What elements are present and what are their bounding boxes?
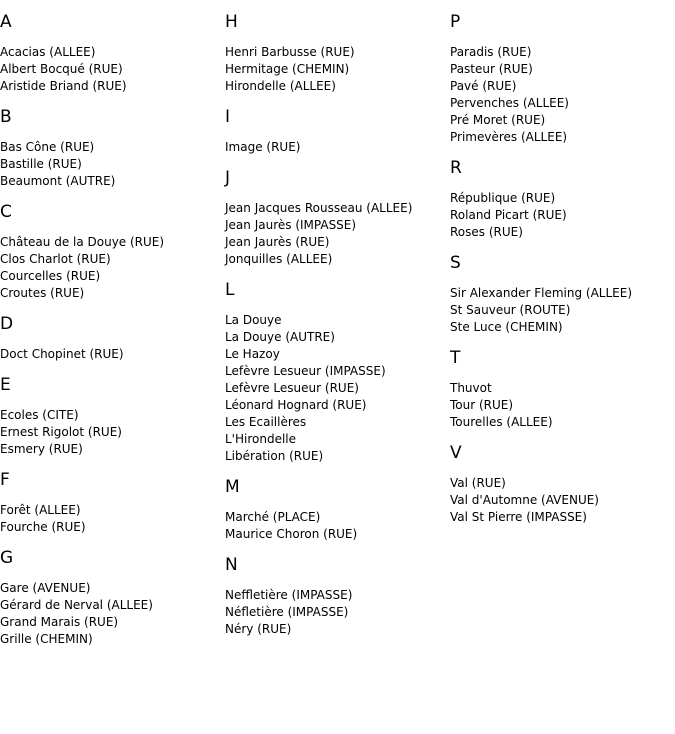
street-list <box>225 200 450 268</box>
letter-section <box>0 314 225 363</box>
street-link[interactable]: Gare (AVENUE) <box>0 581 91 595</box>
street-link[interactable]: Pavé (RUE) <box>450 79 517 93</box>
letter-section <box>450 12 675 146</box>
street-link[interactable]: Val d'Automne (AVENUE) <box>450 493 599 507</box>
street-link[interactable]: Lefèvre Lesueur (RUE) <box>225 381 359 395</box>
street-index-column-2 <box>225 0 450 648</box>
street-link[interactable]: Néfletière (IMPASSE) <box>225 605 349 619</box>
street-link[interactable]: La Douye <box>225 313 282 327</box>
street-list <box>0 346 225 363</box>
street-link[interactable]: Jean Jaurès (RUE) <box>225 235 330 249</box>
street-link[interactable]: St Sauveur (ROUTE) <box>450 303 571 317</box>
street-link[interactable]: Château de la Douye (RUE) <box>0 235 165 249</box>
letter-heading: S <box>450 253 461 273</box>
street-link[interactable]: Neffletière (IMPASSE) <box>225 588 353 602</box>
street-list <box>225 509 450 543</box>
street-link[interactable]: Pré Moret (RUE) <box>450 113 546 127</box>
letter-heading: B <box>0 107 12 127</box>
letter-heading: C <box>0 202 12 222</box>
letter-section <box>225 12 450 95</box>
street-list <box>225 312 450 465</box>
street-link[interactable]: Les Ecaillères <box>225 415 307 429</box>
street-link[interactable]: Grille (CHEMIN) <box>0 632 93 646</box>
street-link[interactable]: Beaumont (AUTRE) <box>0 174 116 188</box>
street-link[interactable]: Croutes (RUE) <box>0 286 85 300</box>
street-link[interactable]: Roses (RUE) <box>450 225 523 239</box>
street-link[interactable]: Léonard Hognard (RUE) <box>225 398 367 412</box>
street-link[interactable]: Henri Barbusse (RUE) <box>225 45 355 59</box>
street-link[interactable]: Néry (RUE) <box>225 622 292 636</box>
letter-heading: G <box>0 548 14 568</box>
street-link[interactable]: Ste Luce (CHEMIN) <box>450 320 563 334</box>
letter-heading: J <box>225 168 231 188</box>
street-link[interactable]: Jean Jacques Rousseau (ALLEE) <box>225 201 413 215</box>
street-list <box>450 475 675 526</box>
street-link[interactable]: Tour (RUE) <box>450 398 514 412</box>
street-list <box>225 587 450 638</box>
street-list <box>450 44 675 146</box>
letter-section <box>0 375 225 458</box>
letter-heading: L <box>225 280 235 300</box>
street-link[interactable]: Ecoles (CITE) <box>0 408 79 422</box>
letter-section <box>0 470 225 536</box>
letter-section <box>0 12 225 95</box>
letter-section <box>225 477 450 543</box>
street-link[interactable]: Val St Pierre (IMPASSE) <box>450 510 587 524</box>
letter-heading: A <box>0 12 12 32</box>
letter-section <box>225 280 450 465</box>
street-link[interactable]: Clos Charlot (RUE) <box>0 252 111 266</box>
street-link[interactable]: Val (RUE) <box>450 476 506 490</box>
street-link[interactable]: Maurice Choron (RUE) <box>225 527 358 541</box>
letter-heading: V <box>450 443 462 463</box>
letter-heading: R <box>450 158 462 178</box>
street-link[interactable]: Courcelles (RUE) <box>0 269 101 283</box>
street-link[interactable]: République (RUE) <box>450 191 556 205</box>
street-link[interactable]: Marché (PLACE) <box>225 510 321 524</box>
street-link[interactable]: Bastille (RUE) <box>0 157 82 171</box>
letter-heading: T <box>450 348 461 368</box>
letter-section <box>225 107 450 156</box>
street-list <box>0 580 225 648</box>
street-link[interactable]: Thuvot <box>450 381 492 395</box>
street-link[interactable]: Primevères (ALLEE) <box>450 130 568 144</box>
street-link[interactable]: Paradis (RUE) <box>450 45 532 59</box>
street-link[interactable]: Esmery (RUE) <box>0 442 83 456</box>
street-link[interactable]: Hirondelle (ALLEE) <box>225 79 336 93</box>
letter-section <box>0 548 225 648</box>
street-index-column-3 <box>450 0 675 536</box>
street-link[interactable]: Libération (RUE) <box>225 449 324 463</box>
street-link[interactable]: Fourche (RUE) <box>0 520 86 534</box>
letter-section <box>0 107 225 190</box>
street-link[interactable]: Gérard de Nerval (ALLEE) <box>0 598 153 612</box>
street-list <box>225 139 450 156</box>
street-link[interactable]: Roland Picart (RUE) <box>450 208 567 222</box>
street-link[interactable]: Jonquilles (ALLEE) <box>225 252 333 266</box>
street-list <box>0 44 225 95</box>
street-list <box>450 380 675 431</box>
street-link[interactable]: Sir Alexander Fleming (ALLEE) <box>450 286 633 300</box>
letter-section <box>225 168 450 268</box>
letter-heading: I <box>225 107 231 127</box>
street-link[interactable]: L'Hirondelle <box>225 432 297 446</box>
letter-heading: P <box>450 12 461 32</box>
street-link[interactable]: Forêt (ALLEE) <box>0 503 81 517</box>
street-index-column-1 <box>0 0 225 658</box>
letter-section <box>225 555 450 638</box>
street-list <box>0 234 225 302</box>
street-list <box>225 44 450 95</box>
street-link[interactable]: Aristide Briand (RUE) <box>0 79 127 93</box>
street-list <box>0 139 225 190</box>
letter-section <box>0 202 225 302</box>
street-link[interactable]: Acacias (ALLEE) <box>0 45 96 59</box>
letter-section <box>450 253 675 336</box>
street-list <box>0 407 225 458</box>
street-link[interactable]: Le Hazoy <box>225 347 280 361</box>
street-link[interactable]: Pasteur (RUE) <box>450 62 533 76</box>
letter-section <box>450 348 675 431</box>
letter-heading: N <box>225 555 238 575</box>
street-link[interactable]: Hermitage (CHEMIN) <box>225 62 350 76</box>
letter-heading: H <box>225 12 238 32</box>
letter-section <box>450 443 675 526</box>
street-list <box>450 285 675 336</box>
street-link[interactable]: Doct Chopinet (RUE) <box>0 347 124 361</box>
letter-section <box>450 158 675 241</box>
street-link[interactable]: Jean Jaurès (IMPASSE) <box>225 218 357 232</box>
street-link[interactable]: Grand Marais (RUE) <box>0 615 119 629</box>
street-link[interactable]: La Douye (AUTRE) <box>225 330 335 344</box>
street-link[interactable]: Lefèvre Lesueur (IMPASSE) <box>225 364 386 378</box>
street-link[interactable]: Bas Cône (RUE) <box>0 140 95 154</box>
street-link[interactable]: Pervenches (ALLEE) <box>450 96 569 110</box>
letter-heading: M <box>225 477 240 497</box>
street-link[interactable]: Albert Bocqué (RUE) <box>0 62 123 76</box>
letter-heading: E <box>0 375 11 395</box>
street-link[interactable]: Ernest Rigolot (RUE) <box>0 425 122 439</box>
street-list <box>0 502 225 536</box>
letter-heading: D <box>0 314 14 334</box>
street-list <box>450 190 675 241</box>
street-link[interactable]: Tourelles (ALLEE) <box>450 415 553 429</box>
letter-heading: F <box>0 470 10 490</box>
street-link[interactable]: Image (RUE) <box>225 140 301 154</box>
